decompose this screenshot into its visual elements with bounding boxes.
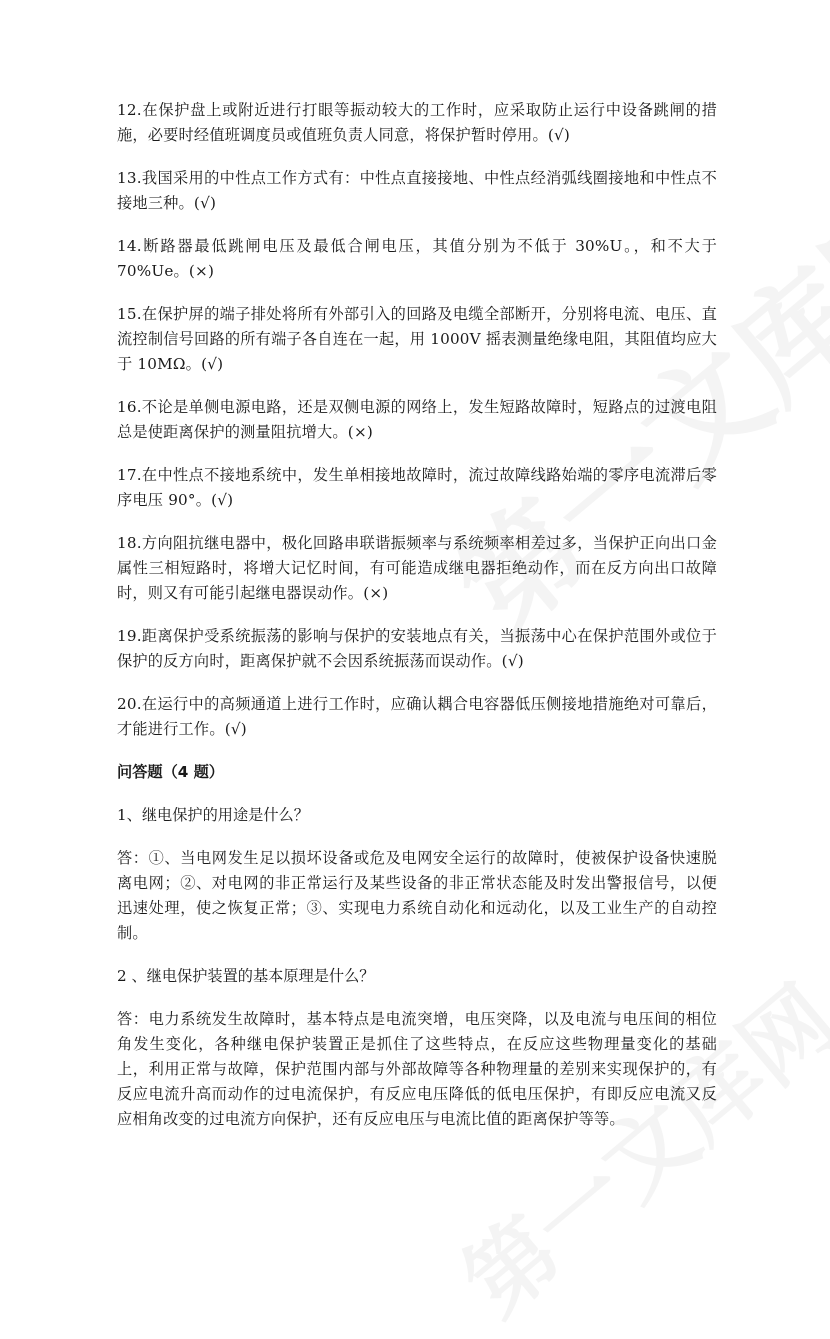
section-heading: 问答题（4 题） [117, 763, 224, 781]
true-false-item-18: 18.方向阻抗继电器中，极化回路串联谐振频率与系统频率相差过多，当保护正向出口金属性三相短路时，将增大记忆时间，有可能造成继电器拒绝动作，而在反方向出口故障时，则又有可能引起继电器误动作。(×) [117, 534, 717, 602]
true-false-item-13: 13.我国采用的中性点工作方式有：中性点直接接地、中性点经消弧线圈接地和中性点不接地三种。(√) [117, 169, 717, 212]
qa-answer-2: 答：电力系统发生故障时，基本特点是电流突增，电压突降，以及电流与电压间的相位角发生变化，各种继电保护装置正是抓住了这些特点，在反应这些物理量变化的基础上，利用正常与故障，保护范围内部与外部故障等各种物理量的差别来实现保护的，有反应电流升高而动作的过电流保护，有反应电压降低的低电压保护，有即反应电流又反应相角改变的过电流方向保护，还有反应电压与电流比值的距离保护等等。 [117, 1010, 717, 1128]
true-false-item-15: 15.在保护屏的端子排处将所有外部引入的回路及电缆全部断开，分别将电流、电压、直流控制信号回路的所有端子各自连在一起，用 1000V 摇表测量绝缘电阻，其阻值均应大于 10MΩ。(√) [117, 305, 717, 373]
qa-answer-1: 答：①、当电网发生足以损坏设备或危及电网安全运行的故障时，使被保护设备快速脱离电网；②、对电网的非正常运行及某些设备的非正常状态能及时发出警报信号，以便迅速处理，使之恢复正常；③、实现电力系统自动化和远动化，以及工业生产的自动控制。 [117, 849, 717, 942]
true-false-item-12: 12.在保护盘上或附近进行打眼等振动较大的工作时，应采取防止运行中设备跳闸的措施，必要时经值班调度员或值班负责人同意，将保护暂时停用。(√) [117, 101, 717, 144]
true-false-item-14: 14.断路器最低跳闸电压及最低合闸电压，其值分别为不低于 30%U。，和不大于 70%Ue。(×) [117, 237, 717, 280]
true-false-item-20: 20.在运行中的高频通道上进行工作时，应确认耦合电容器低压侧接地措施绝对可靠后，才能进行工作。(√) [117, 695, 717, 738]
qa-question-2: 2 、继电保护装置的基本原理是什么？ [117, 967, 375, 985]
qa-question-1: 1、继电保护的用途是什么？ [117, 806, 309, 824]
true-false-item-19: 19.距离保护受系统振荡的影响与保护的安装地点有关，当振荡中心在保护范围外或位于保护的反方向时，距离保护就不会因系统振荡而误动作。(√) [117, 627, 717, 670]
true-false-item-17: 17.在中性点不接地系统中，发生单相接地故障时，流过故障线路始端的零序电流滞后零序电压 90°。(√) [117, 466, 717, 509]
document-body [117, 98, 717, 1150]
true-false-item-16: 16.不论是单侧电源电路，还是双侧电源的网络上，发生短路故障时，短路点的过渡电阻总是使距离保护的测量阻抗增大。(×) [117, 398, 717, 441]
